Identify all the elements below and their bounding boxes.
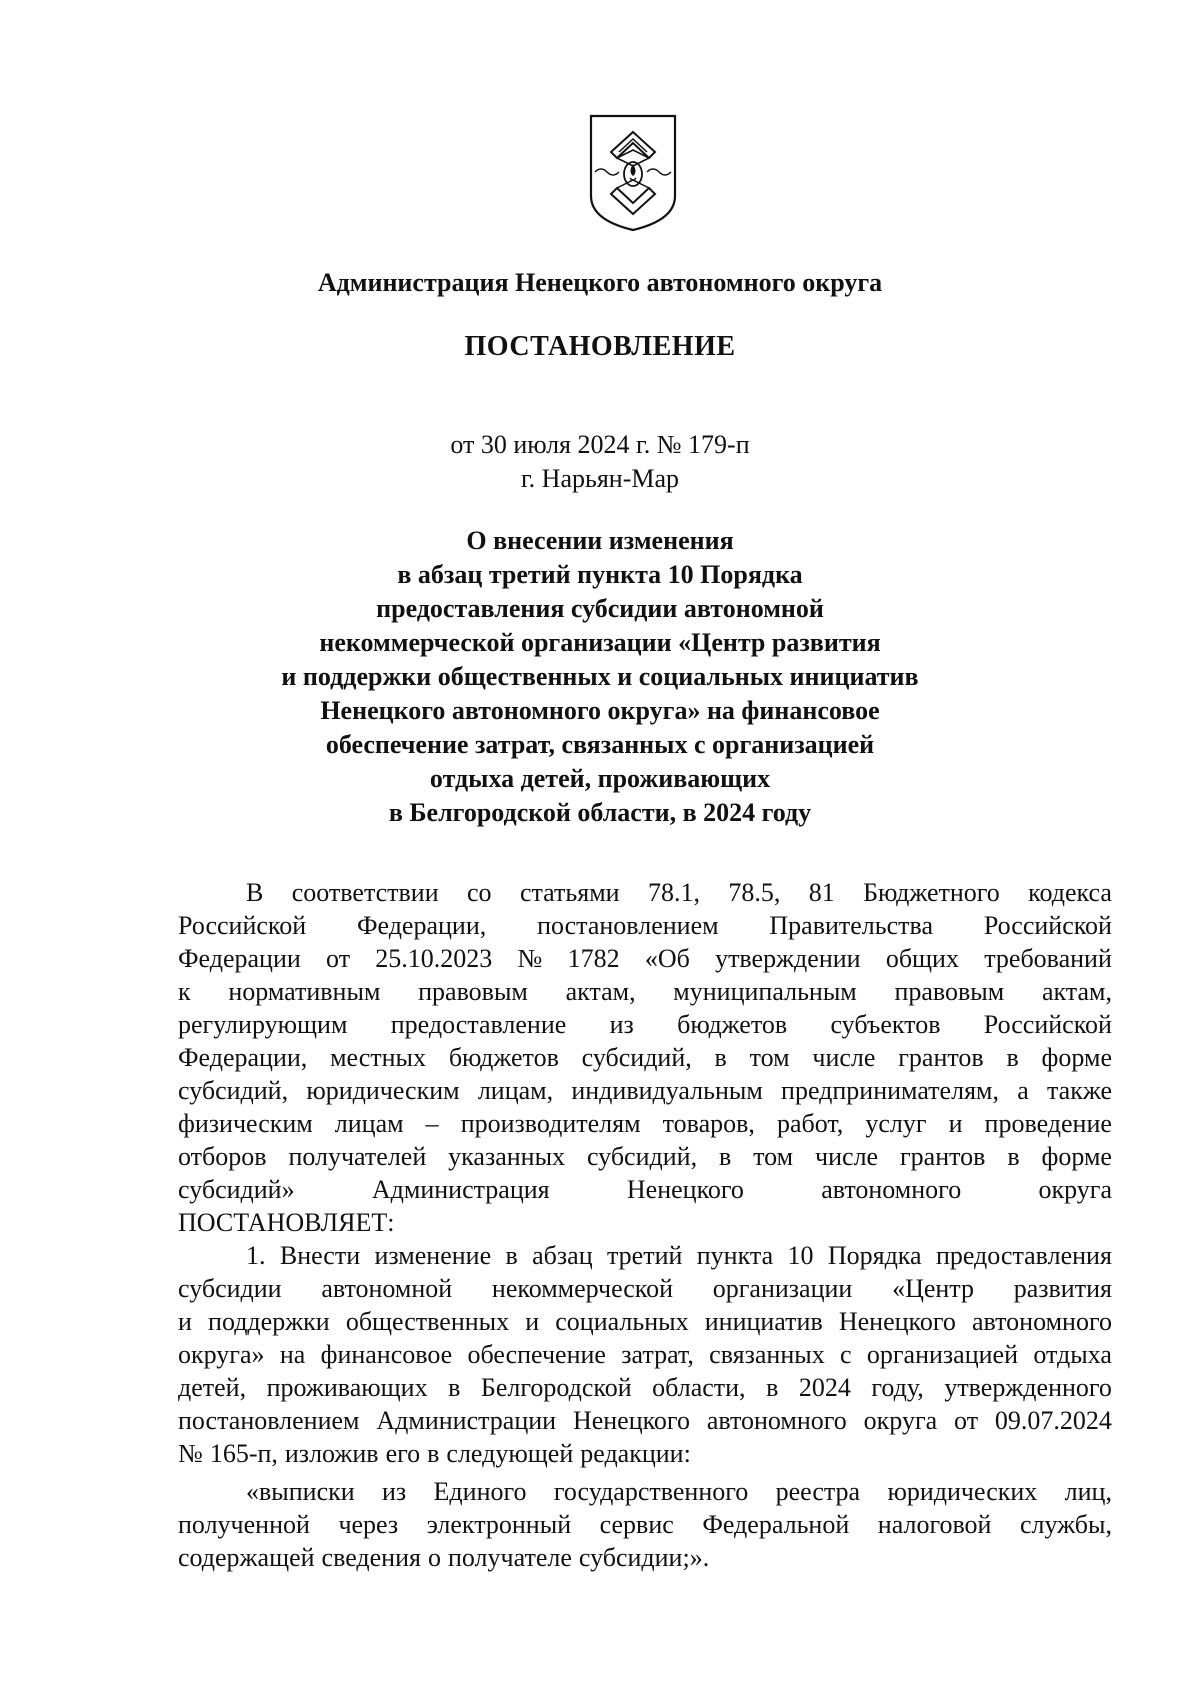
body-word: связанных	[709, 1340, 825, 1369]
body-word: утвержденного	[944, 1373, 1112, 1402]
body-word: Федерации,	[178, 1043, 308, 1072]
body-word: получателей	[288, 1142, 427, 1171]
body-word: лиц,	[1064, 1477, 1112, 1506]
title-line: обеспечение затрат, связанных с организацией	[325, 730, 875, 759]
body-word: правовым	[418, 977, 528, 1006]
body-word: автономного	[706, 1406, 847, 1435]
body-word: услуг	[865, 1109, 927, 1138]
body-word: налоговой	[877, 1510, 992, 1539]
body-word: Администрация	[371, 1175, 550, 1204]
body-word: 09.07.2024	[994, 1406, 1112, 1435]
document-type: ПОСТАНОВЛЕНИЕ	[464, 331, 736, 362]
title-line: отдыха детей, проживающих	[429, 764, 771, 793]
body-word: 81	[808, 878, 835, 907]
body-word: числе	[815, 1142, 879, 1171]
body-word: юридическим	[306, 1076, 460, 1105]
body-word: Федеральной	[702, 1510, 850, 1539]
body-word: а	[1017, 1076, 1029, 1105]
body-word: через	[338, 1510, 399, 1539]
body-word: постановлением	[537, 911, 719, 940]
body-word: том	[749, 1043, 790, 1072]
body-word: организацией	[866, 1340, 1018, 1369]
body-word: пункта	[696, 1241, 774, 1270]
body-word: числе	[812, 1043, 876, 1072]
body-word: сервис	[599, 1510, 674, 1539]
body-word: абзац	[532, 1241, 593, 1270]
body-word: в	[718, 1142, 732, 1171]
body-word: субсидии	[178, 1274, 282, 1303]
body-word: службы,	[1020, 1510, 1112, 1539]
body-line	[178, 1008, 1112, 1041]
body-word: индивидуальным	[571, 1076, 763, 1105]
body-word: Ненецкого	[572, 1406, 690, 1435]
body-word: Российской	[178, 911, 307, 940]
document-body	[178, 876, 1112, 1574]
body-word: со	[467, 878, 492, 907]
body-word: в	[427, 1439, 440, 1468]
body-word: №	[517, 944, 543, 973]
body-word: Внести	[279, 1241, 361, 1270]
body-line	[178, 1272, 1112, 1305]
body-word: проведение	[984, 1109, 1112, 1138]
title-line: Ненецкого автономного округа» на финансовое	[320, 696, 880, 725]
body-word: в	[714, 1043, 727, 1072]
body-line	[178, 1305, 1112, 1338]
body-word: кодекса	[1028, 878, 1112, 907]
body-word: нормативным	[228, 977, 381, 1006]
body-word: бюджетов	[677, 1010, 788, 1039]
body-line	[178, 1371, 1112, 1404]
body-word: обеспечение	[467, 1340, 606, 1369]
body-word: округа	[1038, 1175, 1112, 1204]
body-word: содержащей	[178, 1543, 315, 1572]
body-word: Порядка	[827, 1241, 922, 1270]
body-word: ПОСТАНОВЛЯЕТ:	[178, 1208, 395, 1237]
body-word: «выписки	[246, 1477, 355, 1506]
body-word: и	[178, 1307, 192, 1336]
body-line	[178, 1541, 1112, 1574]
body-word: 78.1,	[647, 878, 700, 907]
body-word: 165-п,	[209, 1439, 278, 1468]
body-word: в	[505, 1241, 518, 1270]
body-word: изменение	[374, 1241, 492, 1270]
body-line	[178, 1508, 1112, 1541]
body-word: лицам	[334, 1109, 404, 1138]
body-word: его	[385, 1439, 421, 1468]
body-word: отборов	[178, 1142, 267, 1171]
body-word: развития	[1013, 1274, 1112, 1303]
body-word: постановлением	[178, 1406, 360, 1435]
body-word: 1.	[246, 1241, 266, 1270]
body-word: Администрации	[376, 1406, 557, 1435]
title-line: в Белгородской области, в 2024 году	[388, 798, 812, 827]
body-line	[178, 1338, 1112, 1371]
body-word: проживающих	[266, 1373, 428, 1402]
body-word: инициатив	[704, 1307, 823, 1336]
body-word: В	[246, 878, 264, 907]
body-word: Ненецкого	[626, 1175, 744, 1204]
body-word: области,	[652, 1373, 746, 1402]
body-line	[178, 1475, 1112, 1508]
body-word: лицам,	[477, 1076, 554, 1105]
body-line	[178, 1173, 1112, 1206]
body-word: получателе	[447, 1543, 572, 1572]
body-word: и	[948, 1109, 963, 1138]
body-word: автономной	[321, 1274, 453, 1303]
title-line: предоставления субсидии автономной	[376, 594, 824, 623]
body-word: Федерации,	[356, 911, 487, 940]
body-word: том	[753, 1142, 794, 1171]
body-word: регулирующим	[178, 1010, 348, 1039]
body-word: Российской	[983, 911, 1112, 940]
body-word: субъектов	[830, 1010, 941, 1039]
body-line	[178, 1074, 1112, 1107]
body-word: электронный	[426, 1510, 572, 1539]
title-line: О внесении изменения	[466, 526, 734, 555]
document-title	[0, 524, 1200, 830]
body-word: «Об	[644, 944, 690, 973]
body-word: Российской	[983, 1010, 1112, 1039]
title-line: некоммерческой организации «Центр развития	[319, 628, 881, 657]
body-word: и	[525, 1307, 540, 1336]
document-place: г. Нарьян-Мар	[520, 464, 680, 493]
body-word: в	[766, 1373, 779, 1402]
body-word: поддержки	[208, 1307, 330, 1336]
body-word: детей,	[178, 1373, 247, 1402]
body-word: предпринимателям,	[781, 1076, 999, 1105]
body-word: субсидии;».	[578, 1543, 710, 1572]
body-word: 2024	[798, 1373, 851, 1402]
body-word: Белгородской	[480, 1373, 632, 1402]
body-word: реестра	[775, 1477, 861, 1506]
body-word: статьями	[519, 878, 620, 907]
body-word: автономного	[821, 1175, 962, 1204]
body-line	[178, 876, 1112, 909]
body-word: субсидий,	[581, 1043, 692, 1072]
organization-name: Администрация Ненецкого автономного округа	[317, 268, 883, 297]
body-line	[178, 942, 1112, 975]
body-line	[178, 1404, 1112, 1437]
body-word: №	[178, 1439, 203, 1468]
body-word: третий	[606, 1241, 683, 1270]
body-word: из	[609, 1010, 634, 1039]
body-word: 25.10.2023	[375, 944, 493, 973]
title-line: в абзац третий пункта 10 Порядка	[397, 560, 803, 589]
body-word: от	[326, 944, 351, 973]
body-word: соответствии	[291, 878, 439, 907]
body-line	[178, 1206, 1112, 1239]
body-line	[178, 1107, 1112, 1140]
body-word: следующей	[446, 1439, 574, 1468]
body-word: к	[178, 977, 191, 1006]
body-word: муниципальным	[673, 977, 857, 1006]
body-word: 78.5,	[728, 878, 781, 907]
body-word: в	[1006, 1043, 1019, 1072]
document-date-number: от 30 июля 2024 г. № 179-п	[450, 430, 750, 459]
body-word: году,	[871, 1373, 924, 1402]
body-word: затрат,	[621, 1340, 694, 1369]
body-word: местных	[330, 1043, 427, 1072]
body-word: субсидий,	[178, 1076, 289, 1105]
body-word: округа»	[178, 1340, 265, 1369]
body-word: в	[448, 1373, 461, 1402]
body-word: полученной	[178, 1510, 310, 1539]
body-word: предоставления	[935, 1241, 1112, 1270]
body-word: форме	[1041, 1142, 1112, 1171]
body-word: некоммерческой	[491, 1274, 674, 1303]
body-word: на	[279, 1340, 306, 1369]
body-word: 10	[787, 1241, 814, 1270]
body-word: –	[425, 1109, 439, 1138]
body-word: Правительства	[769, 911, 934, 940]
body-word: работ,	[776, 1109, 844, 1138]
body-word: товаров,	[662, 1109, 755, 1138]
body-word: государственного	[553, 1477, 749, 1506]
body-word: от	[954, 1406, 979, 1435]
body-word: общественных	[345, 1307, 510, 1336]
body-word: грантов	[898, 1043, 984, 1072]
body-line	[178, 975, 1112, 1008]
body-word: правовым	[894, 977, 1005, 1006]
body-word: общих	[885, 944, 959, 973]
body-word: в	[1007, 1142, 1020, 1171]
body-word: грантов	[900, 1142, 986, 1171]
body-word: Бюджетного	[863, 878, 1000, 907]
body-word: о	[427, 1543, 441, 1572]
body-word: сведения	[321, 1543, 421, 1572]
coat-of-arms-icon	[587, 112, 679, 232]
body-word: автономного	[971, 1307, 1112, 1336]
body-word: организации	[712, 1274, 853, 1303]
body-word: форме	[1041, 1043, 1112, 1072]
body-word: Единого	[433, 1477, 527, 1506]
body-word: юридических	[887, 1477, 1038, 1506]
body-word: актам,	[565, 977, 636, 1006]
body-word: с	[840, 1340, 852, 1369]
body-word: Ненецкого	[838, 1307, 956, 1336]
body-word: социальных	[555, 1307, 689, 1336]
body-word: указанных	[448, 1142, 566, 1171]
body-word: актам,	[1041, 977, 1112, 1006]
body-word: отдыха	[1033, 1340, 1112, 1369]
body-word: редакции:	[580, 1439, 691, 1468]
body-line	[178, 1437, 1112, 1470]
body-word: 1782	[567, 944, 620, 973]
body-word: утверждении	[715, 944, 861, 973]
body-word: также	[1046, 1076, 1112, 1105]
body-line	[178, 1041, 1112, 1074]
body-line	[178, 1140, 1112, 1173]
body-line	[178, 1239, 1112, 1272]
body-word: субсидий»	[178, 1175, 295, 1204]
title-line: и поддержки общественных и социальных инициатив	[281, 662, 919, 691]
body-word: предоставление	[390, 1010, 567, 1039]
body-line	[178, 909, 1112, 942]
body-word: Федерации	[178, 944, 301, 973]
body-word: «Центр	[892, 1274, 974, 1303]
body-word: изложив	[284, 1439, 379, 1468]
body-word: требований	[984, 944, 1112, 973]
body-word: финансовое	[320, 1340, 453, 1369]
body-word: бюджетов	[448, 1043, 559, 1072]
body-word: физическим	[178, 1109, 313, 1138]
body-word: субсидий,	[586, 1142, 698, 1171]
body-word: производителям	[460, 1109, 641, 1138]
body-word: из	[382, 1477, 407, 1506]
body-word: округа	[863, 1406, 938, 1435]
